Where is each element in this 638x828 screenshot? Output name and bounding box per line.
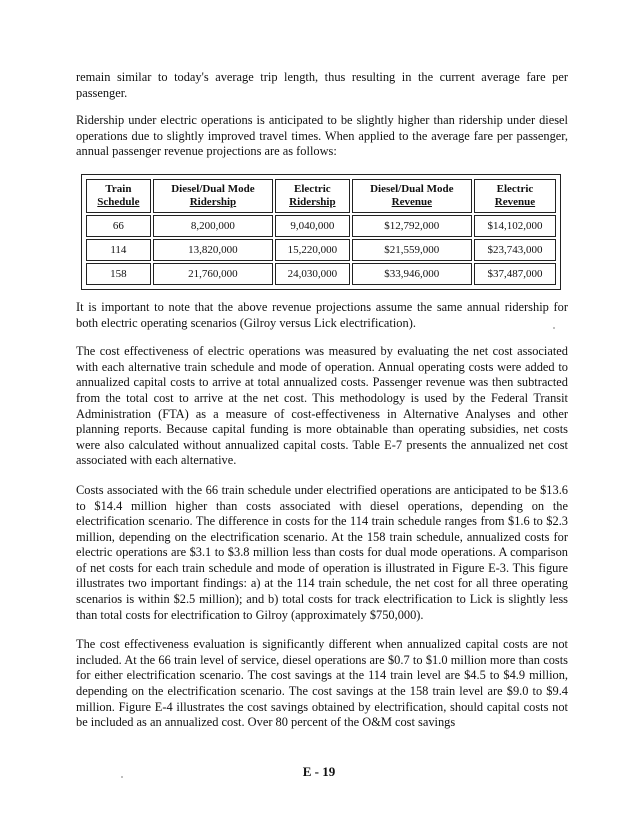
table-cell: 24,030,000 (275, 263, 350, 285)
scan-speck (121, 776, 123, 778)
table-cell: 8,200,000 (153, 215, 273, 237)
header-diesel-revenue: Diesel/Dual Mode Revenue (352, 179, 472, 213)
table-cell: 21,760,000 (153, 263, 273, 285)
paragraph-continuation: remain similar to today's average trip length, thus resulting in the current average fare per passenger. (76, 70, 568, 100)
table-cell: $14,102,000 (474, 215, 556, 237)
document-page (76, 70, 568, 745)
table-cell: $33,946,000 (352, 263, 472, 285)
table-cell: $12,792,000 (352, 215, 472, 237)
paragraph-cost-comparison: Costs associated with the 66 train schedule under electrified operations are anticipated to be $13.6 to $14.4 million higher than costs associated with diesel operations, depending on the electrification scenario. The difference in costs for the 114 train schedule ranges from $1.6 to $2.3 million, depending on the electrification scenario. At the 158 train schedule, annualized costs for electric operations are $3.1 to $3.8 million less than costs for dual mode operations. A comparison of net costs for each train schedule and mode of operation is illustrated in Figure E-3. This figure illustrates two important findings: a) at the 114 train schedule, the net cost for all three operating scenarios is within $2.5 million); and b) total costs for track electrification to Lick is slightly less than total costs for electrification to Gilroy (approximately $750,000). (76, 482, 568, 622)
table-cell: 15,220,000 (275, 239, 350, 261)
revenue-table (84, 177, 558, 287)
header-train-schedule: Train Schedule (86, 179, 151, 213)
table-cell: $23,743,000 (474, 239, 556, 261)
table-row (86, 239, 556, 261)
table-cell: 114 (86, 239, 151, 261)
header-electric-ridership: Electric Ridership (275, 179, 350, 213)
table-cell: 158 (86, 263, 151, 285)
paragraph-revenue-note: It is important to note that the above revenue projections assume the same annual ridership for both electric operating scenarios (Gilroy versus Lick electrification). (76, 299, 568, 330)
table-header-row (86, 179, 556, 213)
header-electric-revenue: Electric Revenue (474, 179, 556, 213)
table-cell: $37,487,000 (474, 263, 556, 285)
paragraph-cost-effectiveness-method: The cost effectiveness of electric operations was measured by evaluating the net cost associated with each alternative train schedule and mode of operation. Annual operating costs were added to annualized capital costs to arrive at total annualized costs. Passenger revenue was then subtracted from the total cost to arrive at the net cost. This methodology is used by the Federal Transit Administration (FTA) as a measure of cost-effectiveness in Alternative Analyses and other planning reports. Because capital funding is more obtainable than operating subsidies, net costs were also calculated without annualized capital costs. Table E-7 presents the annualized net cost associated with each alternative. (76, 344, 568, 468)
table-cell: $21,559,000 (352, 239, 472, 261)
scan-speck (553, 327, 555, 329)
revenue-table-frame (81, 174, 561, 290)
table-row (86, 215, 556, 237)
paragraph-ridership: Ridership under electric operations is anticipated to be slightly higher than ridership under diesel operations due to slightly improved travel times. When applied to the average fare per passenger, annual passenger revenue projections are as follows: (76, 113, 568, 159)
table-cell: 66 (86, 215, 151, 237)
table-cell: 13,820,000 (153, 239, 273, 261)
page-number: E - 19 (302, 764, 336, 779)
header-diesel-ridership: Diesel/Dual Mode Ridership (153, 179, 273, 213)
table-row (86, 263, 556, 285)
table-cell: 9,040,000 (275, 215, 350, 237)
paragraph-cost-savings: The cost effectiveness evaluation is significantly different when annualized capital costs are not included. At the 66 train level of service, diesel operations are $0.7 to $1.0 million more than costs for either electrification scenario. The cost savings at the 114 train level are $4.5 to $4.9 million, depending on the electrification scenario. The cost savings at the 158 train level are $9.0 to $9.4 million. Figure E-4 illustrates the cost savings obtained by electrification, should capital costs not be included as an annualized cost. Over 80 percent of the O&M cost savings (76, 637, 568, 730)
